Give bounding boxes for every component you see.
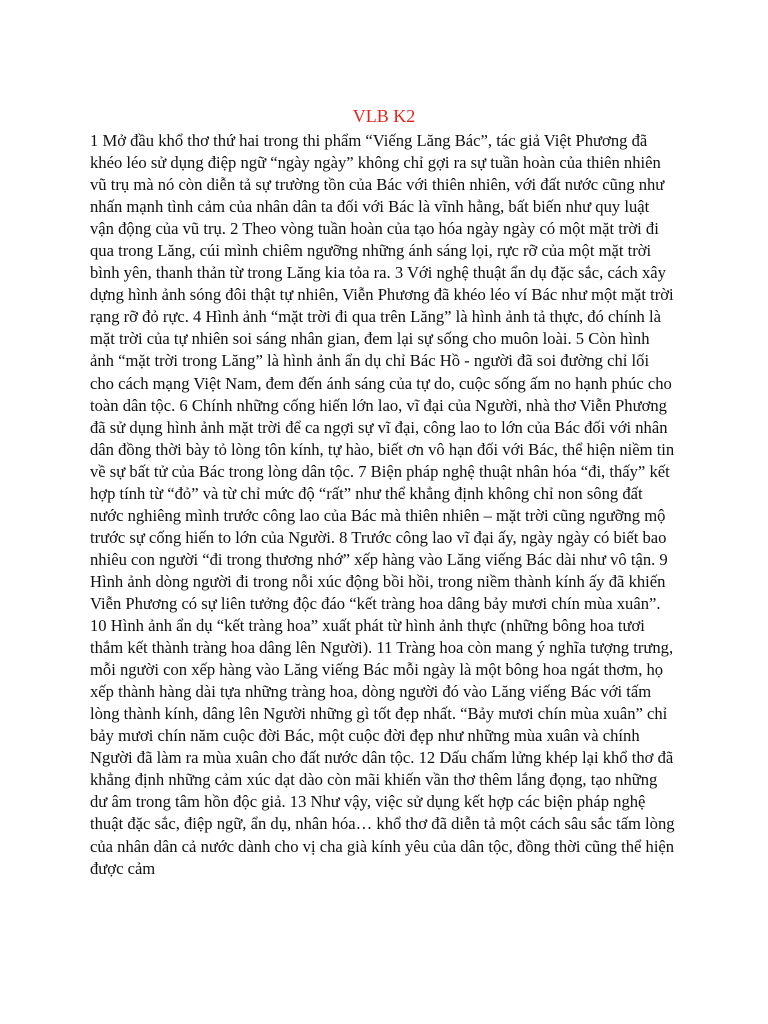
document-title: VLB K2	[352, 106, 416, 126]
document-body-text: 1 Mở đầu khổ thơ thứ hai trong thi phẩm “Viếng Lăng Bác”, tác giả Việt Phương đã khéo léo sử dụng điệp ngữ “ngày ngày” không chỉ gợi ra sự tuần hoàn của thiên nhiên vũ trụ mà nó còn diễn tả sự trường tồn của Bác với thiên nhiên, với đất nước cũng như nhấn mạnh tình cảm của nhân dân ta đối với Bác là vĩnh hằng, bất biến như quy luật vận động của vũ trụ. 2 Theo vòng tuần hoàn của tạo hóa ngày ngày có một mặt trời đi qua trong Lăng, cúi mình chiêm ngưỡng những ánh sáng lọi, rực rỡ của một mặt trời bình yên, thanh thản từ trong Lăng kia tỏa ra. 3 Với nghệ thuật ẩn dụ đặc sắc, cách xây dựng hình ảnh sóng đôi thật tự nhiên, Viễn Phương đã khéo léo ví Bác như một mặt trời rạng rỡ đỏ rực. 4 Hình ảnh “mặt trời đi qua trên Lăng” là hình ảnh tả thực, đó chính là mặt trời của tự nhiên soi sáng nhân gian, đem lại sự sống cho muôn loài. 5 Còn hình ảnh “mặt trời trong Lăng” là hình ảnh ẩn dụ chỉ Bác Hồ - người đã soi đường chỉ lối cho cách mạng Việt Nam, đem đến ánh sáng của tự do, cuộc sống ấm no hạnh phúc cho toàn dân tộc. 6 Chính những cống hiến lớn lao, vĩ đại của Người, nhà thơ Viễn Phương đã sử dụng hình ảnh mặt trời để ca ngợi sự vĩ đại, công lao to lớn của Bác đối với nhân dân đồng thời bày tỏ lòng tôn kính, tự hào, biết ơn vô hạn đối với Bác, thể hiện niềm tin về sự bất tử của Bác trong lòng dân tộc. 7 Biện pháp nghệ thuật nhân hóa “đi, thấy” kết hợp tính từ “đỏ” và từ chỉ mức độ “rất” như thể khẳng định không chỉ non sông đất nước nghiêng mình trước công lao của Bác mà thiên nhiên – mặt trời cũng ngưỡng mộ trước sự cống hiến to lớn của Người. 8 Trước công lao vĩ đại ấy, ngày ngày có biết bao nhiêu con người “đi trong thương nhớ” xếp hàng vào Lăng viếng Bác dài như vô tận. 9 Hình ảnh dòng người đi trong nỗi xúc động bồi hồi, trong niềm thành kính ấy đã khiến Viễn Phương có sự liên tưởng độc đáo “kết tràng hoa dâng bảy mươi chín mùa xuân”. 10 Hình ảnh ẩn dụ “kết tràng hoa” xuất phát từ hình ảnh thực (những bông hoa tươi thắm kết thành tràng hoa dâng lên Người). 11 Tràng hoa còn mang ý nghĩa tượng trưng, mỗi người con xếp hàng vào Lăng viếng Bác mỗi ngày là một bông hoa ngát thơm, họ xếp thành hàng dài tựa những tràng hoa, dòng người đó vào Lăng viếng Bác với tấm lòng thành kính, dâng lên Người những gì tốt đẹp nhất. “Bảy mươi chín mùa xuân” chỉ bảy mươi chín năm cuộc đời Bác, một cuộc đời đẹp như những mùa xuân và chính Người đã làm ra mùa xuân cho đất nước dân tộc. 12 Dấu chấm lửng khép lại khổ thơ đã khẳng định những cảm xúc dạt dào còn mãi khiến vần thơ thêm lắng đọng, tạo những dư âm trong tâm hồn độc giả. 13 Như vậy, việc sử dụng kết hợp các biện pháp nghệ thuật đặc sắc, điệp ngữ, ẩn dụ, nhân hóa… khổ thơ đã diễn tả một cách sâu sắc tấm lòng của nhân dân cả nước dành cho vị cha già kính yêu của dân tộc, đồng thời cũng thể hiện được cảm	[90, 131, 675, 878]
